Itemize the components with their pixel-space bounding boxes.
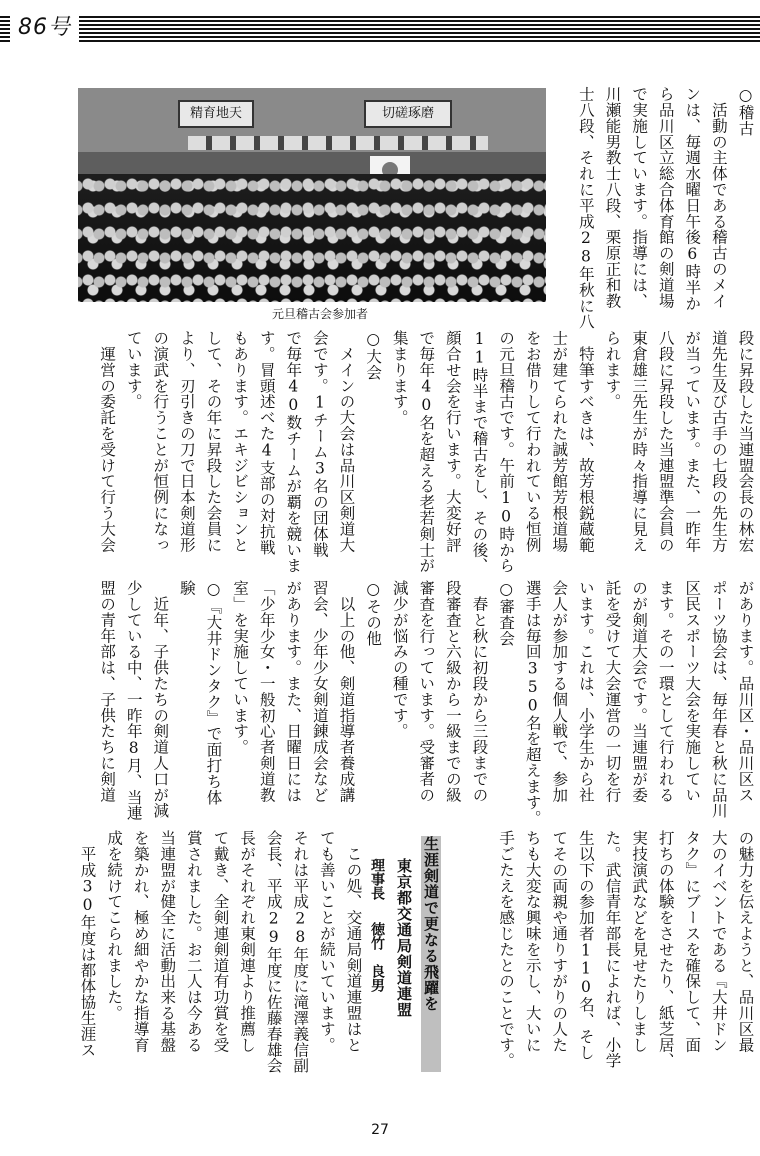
text-column: ○『大井ドンタク』で面打ち体 [204,580,223,806]
text-column: して、その年に昇段した会員に [204,330,223,553]
text-column: ても善いことが続いています。 [317,830,336,1053]
text-column: があります。品川区・品川区ス [736,580,755,803]
text-column: 顔合せ会を行います。大変好評 [443,330,462,553]
text-column: 春と秋に初段から三段までの [470,580,489,803]
text-column: ちも大変な興味を示し、大いに [523,830,542,1053]
text-column: 近年、子供たちの剣道人口が減 [151,580,170,819]
text-column: 運営の委託を受けて行う大会 [98,330,117,553]
text-column: 特筆すべきは、故芳根鋭蔵範 [576,330,595,553]
text-column: 減少が悩みの種です。 [390,580,409,739]
text-column: ○審査会 [497,580,516,647]
text-column: それは平成28年度に滝澤義信副 [291,830,310,1074]
text-column: で実施しています。指導には、 [630,86,649,309]
article-headline: 生涯剣道で更なる飛躍を [422,836,440,1012]
text-column: 選手は毎回350名を超えます。 [523,580,542,826]
issue-number: 86号 [10,13,79,43]
text-column: この処、交通局剣道連盟はと [344,830,363,1053]
text-column: より、刃引きの刀で日本剣道形 [177,330,196,553]
text-column: られます。 [603,330,622,410]
text-column: を築かれ、極め細やかな指導育 [131,830,150,1053]
text-column: で毎年40数チームが覇を競いま [284,330,303,574]
text-column: ○その他 [364,580,383,647]
text-column: 長がそれぞれ東剣連より推薦し [238,830,257,1053]
text-column: 習会、少年少女剣道錬成会など [310,580,329,803]
text-column: 実技演武などを見せたりしまし [630,830,649,1053]
header-band [0,16,760,42]
text-column: があります。また、日曜日には [284,580,303,803]
text-column: て戴き、全剣連剣道有功賞を受 [211,830,230,1053]
text-column: 八段に昇段した当連盟準会員の [656,330,675,553]
wall-board-left: 精育地天 [178,100,254,128]
text-column: 大のイベントである『大井ドン [709,830,728,1053]
text-column: た。武信青年部長によれば、小学 [603,830,622,1069]
text-column: ら品川区立総合体育館の剣道場 [656,86,675,309]
text-column: 賞されました。お二人は今ある [184,830,203,1053]
text-column: います。これは、小学生から社 [576,580,595,803]
text-column: 験 [177,580,196,596]
text-column: 集まります。 [390,330,409,426]
text-column: ○大会 [364,330,383,381]
photo-caption: 元旦稽古会参加者 [271,307,368,321]
text-column: 士が建てられた誠芳館芳根道場 [550,330,569,553]
page-number: 27 [371,1122,389,1138]
text-column: 会人が参加する個人戦で、参加 [550,580,569,803]
text-column: 託を受けて大会運営の一切を行 [603,580,622,803]
text-column: 打ちの体験をさせたり、紙芝居、 [656,830,675,1069]
wall-board-right: 切磋琢磨 [364,100,452,128]
text-column: ています。 [124,330,143,410]
text-column: 段審査と六級から一級までの級 [443,580,462,803]
text-column: の演武を行うことが恒例になっ [151,330,170,553]
text-column: 盟の青年部は、子供たちに剣道 [98,580,117,803]
text-column: ポーツ協会は、毎年春と秋に品川 [709,580,728,819]
text-column: 区民スポーツ大会を実施してい [683,580,702,803]
text-column: す。冒頭述べた4支部の対抗戦 [257,330,276,556]
photo-crowd [78,174,546,302]
text-column: 士八段、それに平成28年秋に八 [576,86,595,330]
text-column: 平成30年度は都体協生涯ス [78,830,97,1058]
text-column: のが剣道大会です。当連盟が委 [630,580,649,803]
text-column: 少している中、一昨年8月、当連 [124,580,143,821]
text-column: ます。その一環として行われる [656,580,675,803]
text-column: 道先生及び古手の七段の先生方 [709,330,728,553]
text-column: 川瀬能男教士八段、栗原正和教 [603,86,622,309]
byline-name: 徳竹 良男 [369,922,385,992]
text-column: 生以下の参加者110名、そし [576,830,595,1061]
text-column: タク』にブースを確保して、面 [683,830,702,1053]
text-column: 審査を行っています。受審者の [417,580,436,803]
text-column: 活動の主体である稽古のメイ [709,86,728,309]
text-column: 11時半まで稽古をし、その後、 [470,330,489,574]
wall-frames [188,136,488,150]
text-column: 室」を実施しています。 [231,580,250,755]
text-column: 手ごたえを感じたとのことです。 [497,830,516,1069]
text-column: 会長、平成29年度に佐藤春雄会 [264,830,283,1074]
text-column: 「少年少女・一般初心者剣道教 [257,580,276,803]
text-column: ンは、毎週水曜日午後6時半か [683,86,702,312]
text-column: もあります。エキジビションと [231,330,250,553]
text-column: メインの大会は品川区剣道大 [337,330,356,553]
text-column: 東倉雄三先生が時々指導に見え [630,330,649,553]
text-column: で毎年40名を超える老若剣士が [417,330,436,574]
text-column: てその両親や通りすがりの人た [550,830,569,1053]
text-column: 会です。1チーム3名の団体戦 [310,330,329,558]
text-column: 当連盟が健全に活動出来る基盤 [158,830,177,1053]
text-column: の元旦稽古です。午前10時から [497,330,516,574]
article-byline [367,858,387,992]
article-organization: 東京都交通局剣道連盟 [395,858,413,1018]
group-photo [78,88,546,302]
text-column: 段に昇段した当連盟会長の林宏 [736,330,755,553]
text-column: をお借りして行われている恒例 [523,330,542,553]
text-column: が当っています。また、一昨年 [683,330,702,553]
text-column: の魅力を伝えようと、品川区最 [736,830,755,1053]
text-column: ○稽古 [736,86,755,137]
text-column: 成を続けてこられました。 [105,830,124,1021]
text-column: 以上の他、剣道指導者養成講 [337,580,356,803]
byline-role: 理事長 [369,858,385,900]
